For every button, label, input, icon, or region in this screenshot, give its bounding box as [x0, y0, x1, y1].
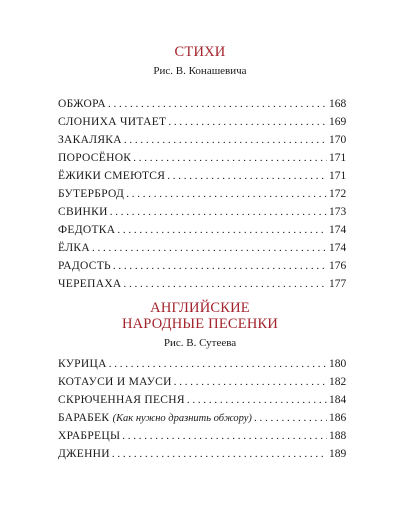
toc-entry-page: 180	[329, 358, 347, 370]
toc-entry[interactable]	[58, 391, 345, 409]
toc-entry-title-text: КУРИЦА	[58, 358, 107, 370]
toc-entry-page: 177	[329, 278, 347, 290]
toc-entry-title	[58, 131, 122, 149]
toc-entry-title	[58, 149, 131, 167]
toc-entry[interactable]	[58, 427, 345, 445]
toc-entry-title-text: ФЕДОТКА	[58, 224, 116, 236]
toc-entry[interactable]	[58, 373, 345, 391]
toc-entry-page: 172	[329, 188, 347, 200]
section-title: СТИХИ	[174, 44, 226, 60]
toc-entry-page: 171	[329, 170, 347, 182]
toc-entry-title	[58, 221, 115, 239]
toc-entry-title	[58, 185, 124, 203]
toc-entry-title-text: БУТЕРБРОД	[58, 188, 125, 200]
dot-leader	[109, 355, 327, 373]
toc-entry-title	[58, 167, 165, 185]
toc-entry-title-text: ЗАКАЛЯКА	[58, 134, 122, 146]
toc-entry-title-text: СЛОНИХА ЧИТАЕТ	[58, 116, 167, 128]
toc-entry-title	[58, 113, 166, 131]
dot-leader	[112, 445, 327, 463]
toc-entry[interactable]	[58, 113, 345, 131]
toc-entry-note: (Как нужно дразнить обжору)	[112, 413, 252, 424]
dot-leader	[187, 391, 327, 409]
toc-entry-title	[58, 275, 122, 293]
toc-entry[interactable]	[58, 167, 345, 185]
toc-list-english-songs	[58, 355, 345, 463]
toc-entry[interactable]	[58, 239, 345, 257]
toc-entry-page: 169	[329, 116, 347, 128]
section-title-line-1: АНГЛИЙСКИЕ	[150, 300, 250, 316]
toc-entry-title-text: ЁЖИКИ СМЕЮТСЯ	[58, 170, 166, 182]
toc-entry-title	[58, 239, 90, 257]
toc-entry-title-text: ОБЖОРА	[58, 98, 106, 110]
toc-entry-page: 168	[329, 98, 347, 110]
toc-entry-page: 184	[329, 394, 347, 406]
section-poems-header	[0, 44, 400, 78]
toc-entry[interactable]	[58, 185, 345, 203]
section-illustrator: Рис. В. Конашевича	[153, 65, 247, 77]
toc-entry[interactable]	[58, 221, 345, 239]
toc-entry-title-text: ПОРОСЁНОК	[58, 152, 132, 164]
dot-leader	[124, 275, 327, 293]
toc-entry[interactable]	[58, 149, 345, 167]
dot-leader	[174, 373, 327, 391]
toc-entry-title-text: РАДОСТЬ	[58, 260, 111, 272]
toc-entry-title-text: ЁЛКА	[58, 242, 90, 254]
toc-entry-title	[58, 391, 185, 409]
section-title-line-2: НАРОДНЫЕ ПЕСЕНКИ	[121, 316, 279, 332]
toc-entry[interactable]	[58, 445, 345, 463]
dot-leader	[122, 427, 327, 445]
dot-leader	[124, 131, 327, 149]
toc-entry-title	[58, 409, 252, 428]
toc-entry[interactable]	[58, 95, 345, 113]
toc-entry[interactable]	[58, 257, 345, 275]
toc-entry-title-text: СВИНКИ	[58, 206, 108, 218]
dot-leader	[117, 221, 327, 239]
toc-entry-page: 174	[329, 224, 347, 236]
toc-entry-title	[58, 95, 106, 113]
dot-leader	[167, 167, 327, 185]
toc-entry-page: 170	[329, 134, 347, 146]
dot-leader	[126, 185, 327, 203]
toc-entry-page: 182	[329, 376, 347, 388]
toc-entry-title-text: СКРЮЧЕННАЯ ПЕСНЯ	[58, 394, 185, 406]
dot-leader	[254, 409, 327, 427]
toc-entry[interactable]	[58, 355, 345, 373]
toc-entry-page: 186	[329, 412, 347, 424]
toc-list-poems	[58, 95, 345, 293]
toc-entry-title-text: ДЖЕННИ	[58, 448, 110, 460]
toc-entry-title-text: ХРАБРЕЦЫ	[58, 430, 121, 442]
toc-entry-title	[58, 427, 120, 445]
dot-leader	[113, 257, 327, 275]
toc-entry-title	[58, 373, 172, 391]
toc-entry[interactable]	[58, 275, 345, 293]
toc-entry-title	[58, 445, 110, 463]
toc-entry-title-text: ЧЕРЕПАХА	[58, 278, 122, 290]
toc-entry-page: 174	[329, 242, 347, 254]
toc-entry[interactable]	[58, 409, 345, 427]
toc-entry[interactable]	[58, 203, 345, 221]
toc-entry-title	[58, 257, 111, 275]
section-english-songs-header	[0, 300, 400, 350]
section-illustrator: Рис. В. Сутеева	[163, 337, 237, 349]
toc-entry[interactable]	[58, 131, 345, 149]
toc-entry-title	[58, 203, 108, 221]
dot-leader	[133, 149, 327, 167]
dot-leader	[110, 203, 327, 221]
toc-entry-page: 176	[329, 260, 347, 272]
dot-leader	[168, 113, 327, 131]
toc-entry-page: 171	[329, 152, 347, 164]
toc-entry-page: 188	[329, 430, 347, 442]
dot-leader	[108, 95, 327, 113]
toc-entry-page: 189	[329, 448, 347, 460]
toc-entry-title-text: БАРАБЕК	[58, 412, 110, 424]
dot-leader	[92, 239, 327, 257]
toc-entry-title-text: КОТАУСИ И МАУСИ	[58, 376, 172, 388]
toc-entry-page: 173	[329, 206, 347, 218]
toc-entry-title	[58, 355, 107, 373]
